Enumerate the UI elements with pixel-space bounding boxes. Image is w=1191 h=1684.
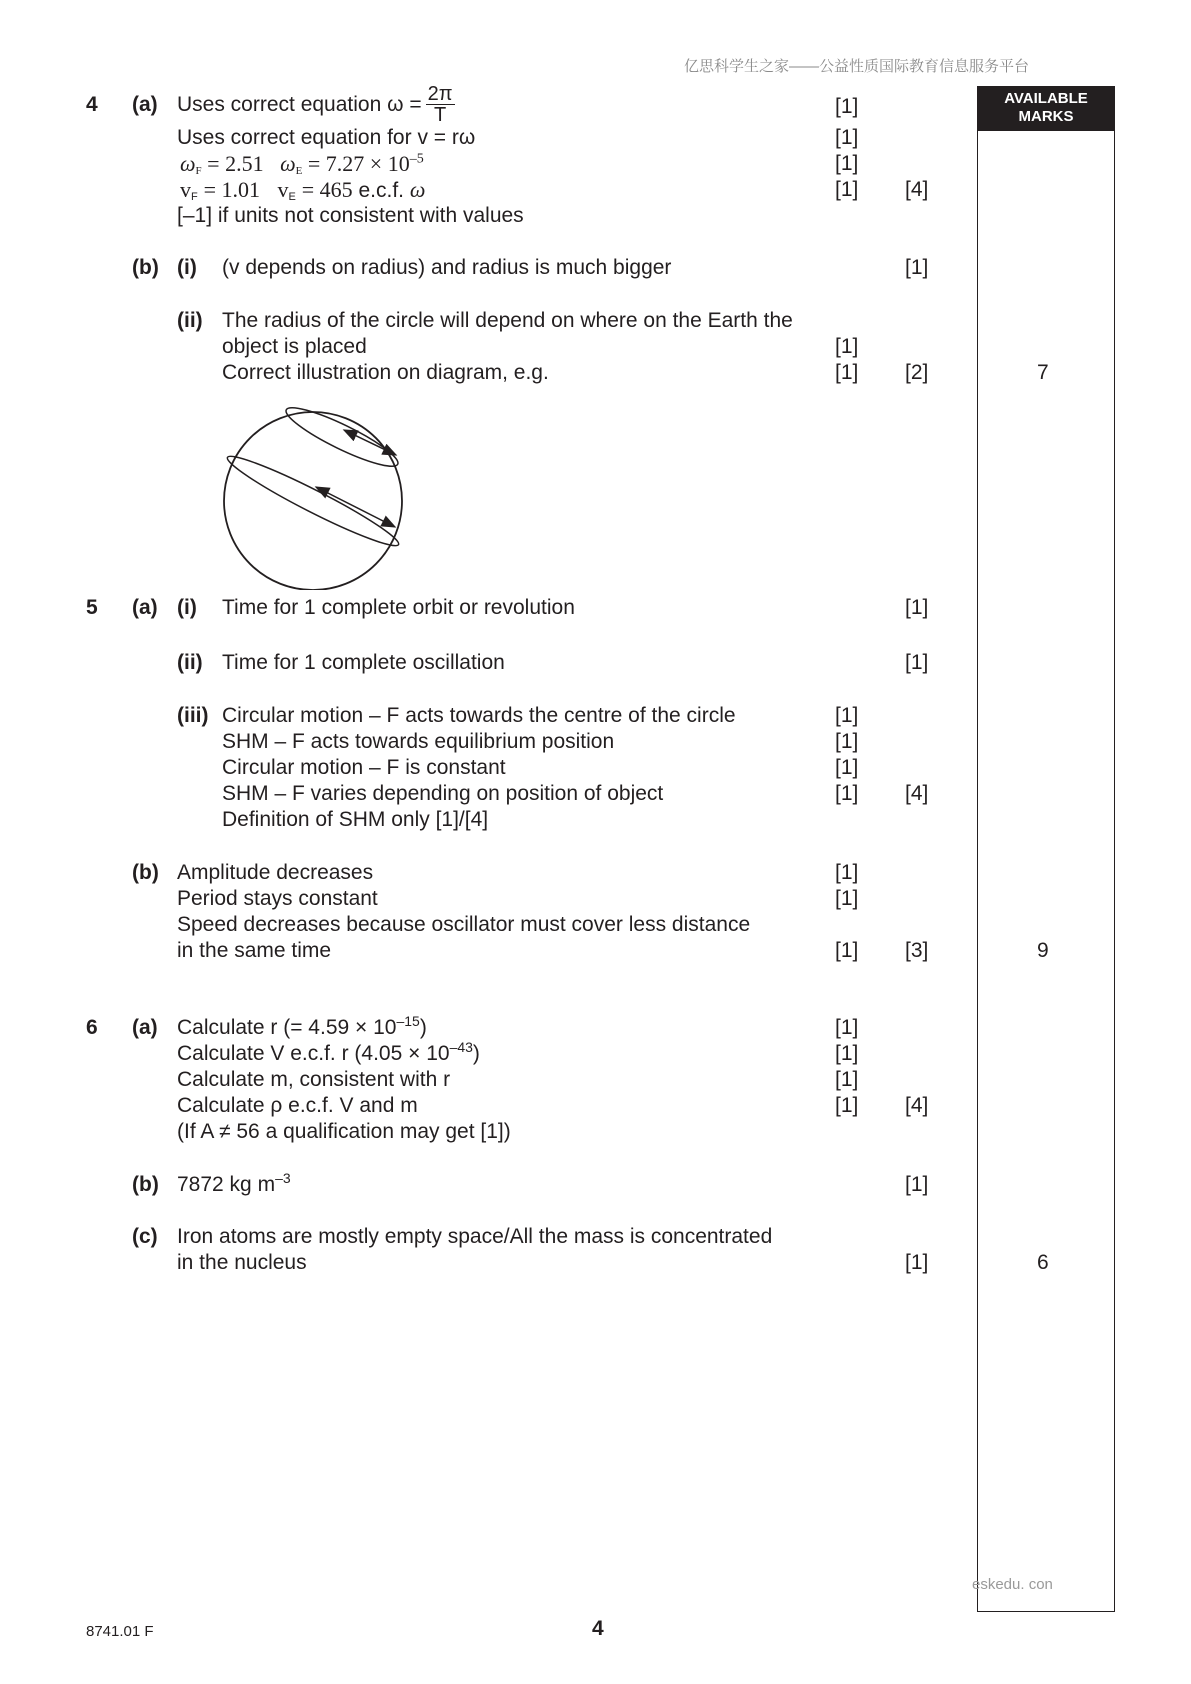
q5b-line2: Period stays constant [177,887,378,910]
question-number-4: 4 [86,93,98,116]
q4a-mark-1: [1] [835,95,859,118]
q6b-text [177,1172,291,1198]
q5aiii-mark-3: [1] [835,756,859,779]
q4a-fraction-denominator: T [433,104,447,126]
earth-outline [224,412,402,590]
footer-site-watermark: eskedu. con [972,1576,1053,1593]
q4a-line1 [177,84,455,125]
q4a-sub-E: E [295,165,303,177]
available-marks-column [977,86,1115,1612]
q4a-ecf: e.c.f. [358,179,404,202]
q6a-line4: Calculate ρ e.c.f. V and m [177,1094,418,1117]
q4a-total: [4] [905,178,929,201]
q6a-total: [4] [905,1094,929,1117]
question-number-5: 5 [86,596,98,619]
q5aiii-line4: SHM – F varies depending on position of object [222,782,664,805]
q6a-mark-4: [1] [835,1094,859,1117]
q4bi-mark: [1] [905,256,929,279]
q6a-line2 [177,1041,480,1067]
footer-page-number: 4 [592,1617,604,1640]
q5aiii-total: [4] [905,782,929,805]
q4a-fraction-numerator: 2π [427,83,453,105]
q5aiii-mark-2: [1] [835,730,859,753]
q5-available-marks: 9 [1037,939,1049,962]
q5b-mark-2: [1] [835,887,859,910]
q4-available-marks: 7 [1037,361,1049,384]
q4a-mark-4: [1] [835,178,859,201]
q4a-mark-3: [1] [835,152,859,175]
upper-latitude-circle [281,405,403,475]
q4a-omega-E-value: = 7.27 × 10 [307,151,410,176]
part-label-6a: (a) [132,1016,158,1039]
q4a-v-sub-E: E [288,191,296,203]
available-marks-header: AVAILABLE MARKS [977,86,1115,131]
q4a-v-E-symbol: v [277,177,289,202]
q5aiii-line3: Circular motion – F is constant [222,756,506,779]
q6a-line1-close: ) [419,1016,427,1039]
q6a-line5: (If A ≠ 56 a qualification may get [1]) [177,1120,511,1143]
q4bii-total: [2] [905,361,929,384]
q4a-v-F-symbol: v [180,177,191,202]
subpart-label-5aii: (ii) [177,651,203,674]
part-label-6b: (b) [132,1173,159,1196]
q5ai-mark: [1] [905,596,929,619]
q4a-line2: Uses correct equation for v = rω [177,126,476,149]
part-label-4a: (a) [132,93,158,116]
q5ai-text: Time for 1 complete orbit or revolution [222,596,575,619]
subpart-label-4bi: (i) [177,256,197,279]
q4a-v-E-value: = 465 [301,177,353,202]
q4a-v-F-value: = 1.01 [203,177,260,202]
q4bi-text: (v depends on radius) and radius is much bigger [222,256,672,279]
q6a-line3: Calculate m, consistent with r [177,1068,451,1091]
q5aiii-mark-4: [1] [835,782,859,805]
part-label-5a: (a) [132,596,158,619]
q6c-line2: in the nucleus [177,1251,307,1274]
q5b-line4: in the same time [177,939,332,962]
subpart-label-4bii: (ii) [177,309,203,332]
q6c-line1: Iron atoms are mostly empty space/All the mass is concentrated [177,1225,773,1248]
q5b-total: [3] [905,939,929,962]
q6a-line2-text: Calculate V e.c.f. r (4.05 × 10 [177,1042,450,1065]
q5aii-text: Time for 1 complete oscillation [222,651,505,674]
earth-circles-diagram [215,405,415,590]
q6b-value: 7872 kg m [177,1173,276,1196]
q4a-fraction [426,84,455,125]
q4bii-line1: The radius of the circle will depend on where on the Earth the [222,309,793,332]
q5aiii-mark-1: [1] [835,704,859,727]
q4a-omega-E-exponent: –5 [409,151,424,167]
q4a-sub-F: F [195,165,202,177]
q5b-mark-3: [1] [835,939,859,962]
header-watermark: 亿思科学生之家——公益性质国际教育信息服务平台 [684,58,1030,75]
q4a-omega-F-symbol: ω [180,151,196,176]
q6a-line1 [177,1015,427,1041]
q6a-mark-3: [1] [835,1068,859,1091]
q5aii-mark: [1] [905,651,929,674]
q5b-line3: Speed decreases because oscillator must cover less distance [177,913,751,936]
q6a-line1-exponent: –15 [396,1013,420,1029]
q5aiii-line2: SHM – F acts towards equilibrium position [222,730,615,753]
q5b-mark-1: [1] [835,861,859,884]
q4a-ecf-omega: ω [409,177,426,202]
part-label-4b: (b) [132,256,159,279]
part-label-5b: (b) [132,861,159,884]
q4bii-mark-1: [1] [835,335,859,358]
q4a-omega-F-value: = 2.51 [207,151,264,176]
q6a-line2-exponent: –43 [449,1039,473,1055]
subpart-label-5aiii: (iii) [177,704,209,727]
q4a-line1-text: Uses correct equation ω = [177,92,422,116]
question-number-6: 6 [86,1016,98,1039]
q4bii-line2: object is placed [222,335,367,358]
q6a-line1-text: Calculate r (= 4.59 × 10 [177,1016,397,1039]
q4a-mark-2: [1] [835,126,859,149]
q5aiii-line1: Circular motion – F acts towards the centre of the circle [222,704,736,727]
subpart-label-5ai: (i) [177,596,197,619]
q4a-line5: [–1] if units not consistent with values [177,204,524,227]
q4a-omega-E-symbol: ω [280,151,296,176]
q4bii-mark-2: [1] [835,361,859,384]
q6a-mark-2: [1] [835,1042,859,1065]
q6a-line2-close: ) [472,1042,480,1065]
footer-paper-code: 8741.01 F [86,1623,154,1640]
q6b-mark: [1] [905,1173,929,1196]
q5b-line1: Amplitude decreases [177,861,374,884]
q6a-mark-1: [1] [835,1016,859,1039]
q6-available-marks: 6 [1037,1251,1049,1274]
part-label-6c: (c) [132,1225,158,1248]
q6c-mark: [1] [905,1251,929,1274]
q6b-exponent: –3 [275,1170,291,1186]
q4a-v-sub-F: F [191,191,198,203]
q4bii-line3: Correct illustration on diagram, e.g. [222,361,549,384]
q5aiii-line5: Definition of SHM only [1]/[4] [222,808,489,831]
